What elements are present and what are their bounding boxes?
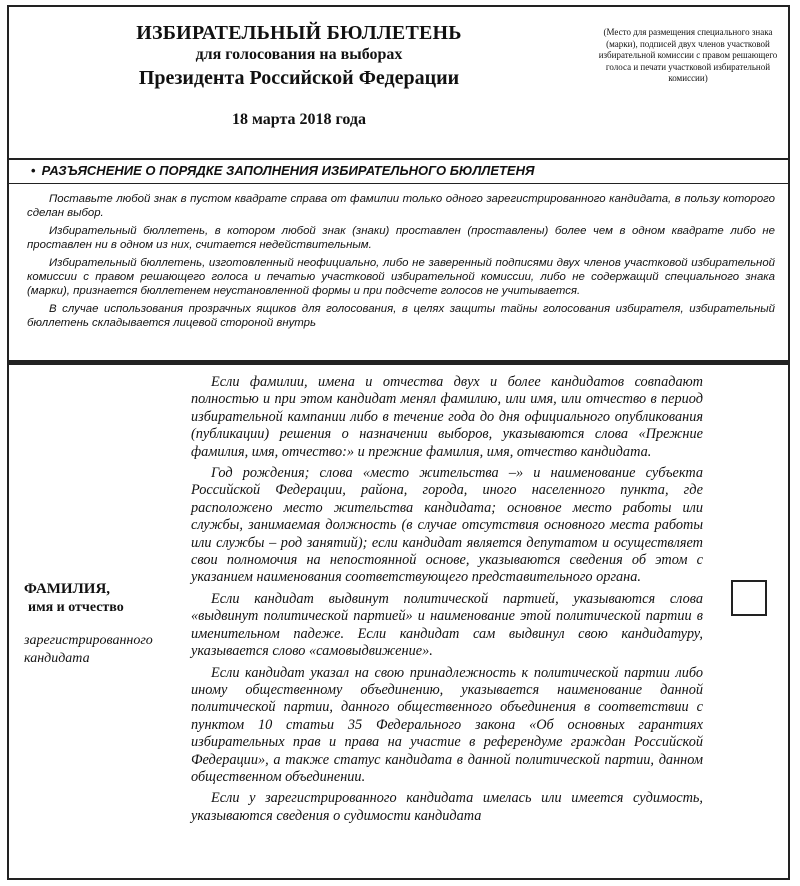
explanation-heading (9, 158, 788, 184)
explanation-title: РАЗЪЯСНЕНИЕ О ПОРЯДКЕ ЗАПОЛНЕНИЯ ИЗБИРАТЕЛЬНОГО БЮЛЛЕТЕНЯ (41, 163, 535, 178)
ballot-date: 18 марта 2018 года (231, 111, 367, 128)
candidate-info-paragraph: Год рождения; слова «место жительства –» и наименование субъекта Российской Федерации, района, города, иного населенного пункта, где расположено место жительства кандидата; основное место работы или службы, занимаемая должность (в случае отсутствия основного места работы или службы – род занятий); если кандидат является депутатом и осуществляет свои полномочия на непостоянной основе, указываются сведения об этом с указанием наименования соответствующего представительного органа. (191, 465, 703, 586)
explanation-paragraph: В случае использования прозрачных ящиков для голосования, в целях защиты тайны голосования избирателя, избирательный бюллетень складывается лицевой стороной внутрь (27, 303, 775, 329)
ballot-election-name: Президента Российской Федерации (138, 67, 460, 89)
ballot-subtitle: для голосования на выборах (195, 46, 403, 63)
explanation-paragraph: Избирательный бюллетень, в котором любой знак (знаки) проставлен (проставлены) более чем в одном квадрате либо не проставлен ни в одном из них, считается недействительным. (27, 225, 775, 251)
candidate-registered-label: зарегистрированного кандидата (24, 633, 153, 666)
candidate-info-text (191, 374, 703, 829)
explanation-text (27, 192, 775, 334)
title-block (79, 21, 519, 129)
candidate-name-block (24, 580, 194, 668)
ballot-title: ИЗБИРАТЕЛЬНЫЙ БЮЛЛЕТЕНЬ (136, 22, 462, 44)
bullet-icon: • (31, 163, 36, 178)
ballot-sheet (7, 5, 790, 880)
section-divider (9, 360, 788, 365)
candidate-info-paragraph: Если кандидат выдвинут политической партией, указываются слова «выдвинут политической партией» и наименование этой политической партии в именительном падеже. Если кандидат сам выдвинул свою кандидатуру, указывается слово «самовыдвижение». (191, 590, 703, 660)
candidate-info-paragraph: Если у зарегистрированного кандидата имелась или имеется судимость, указываются сведения о судимости кандидата (191, 790, 703, 824)
vote-checkbox[interactable] (731, 580, 767, 616)
candidate-surname-label: ФАМИЛИЯ, (24, 581, 111, 597)
candidate-info-paragraph: Если кандидат указал на свою принадлежность к политической партии либо иному общественному объединению, указывается наименование данной политической партии, данного общественного объединения в соответствии с пунктом 10 статьи 35 Федерального закона «Об основных гарантиях избирательных прав и права на участие в референдуме граждан Российской Федерации», а также статус кандидата в данной политической партии, данном общественном объединении. (191, 664, 703, 785)
explanation-paragraph: Избирательный бюллетень, изготовленный неофициально, либо не заверенный подписями двух членов участковой избирательной комиссии с правом решающего голоса и печатью участковой избирательной комиссии, либо не содержащий специального знака (марки), признается бюллетенем неустановленной формы и при подсчете голосов не учитывается. (27, 257, 775, 297)
candidate-name-label: имя и отчество (28, 600, 124, 615)
ballot-header (9, 7, 788, 157)
explanation-paragraph: Поставьте любой знак в пустом квадрате справа от фамилии только одного зарегистрированного кандидата, в пользу которого сделан выбор. (27, 193, 775, 219)
candidate-info-paragraph: Если фамилии, имена и отчества двух и более кандидатов совпадают полностью и при этом кандидат менял фамилию, или имя, или отчество в период избирательной кампании либо в течение года до дня официального опубликования (публикации) решения о назначении выборов, указываются слова «Прежние фамилия, имя, отчество:» и прежние фамилия, имя, отчество кандидата. (191, 374, 703, 460)
stamp-placeholder-note: (Место для размещения специального знака (марки), подписей двух членов участковой избирательной комиссии с правом решающего голоса и печати участковой избирательной комиссии) (598, 27, 778, 83)
